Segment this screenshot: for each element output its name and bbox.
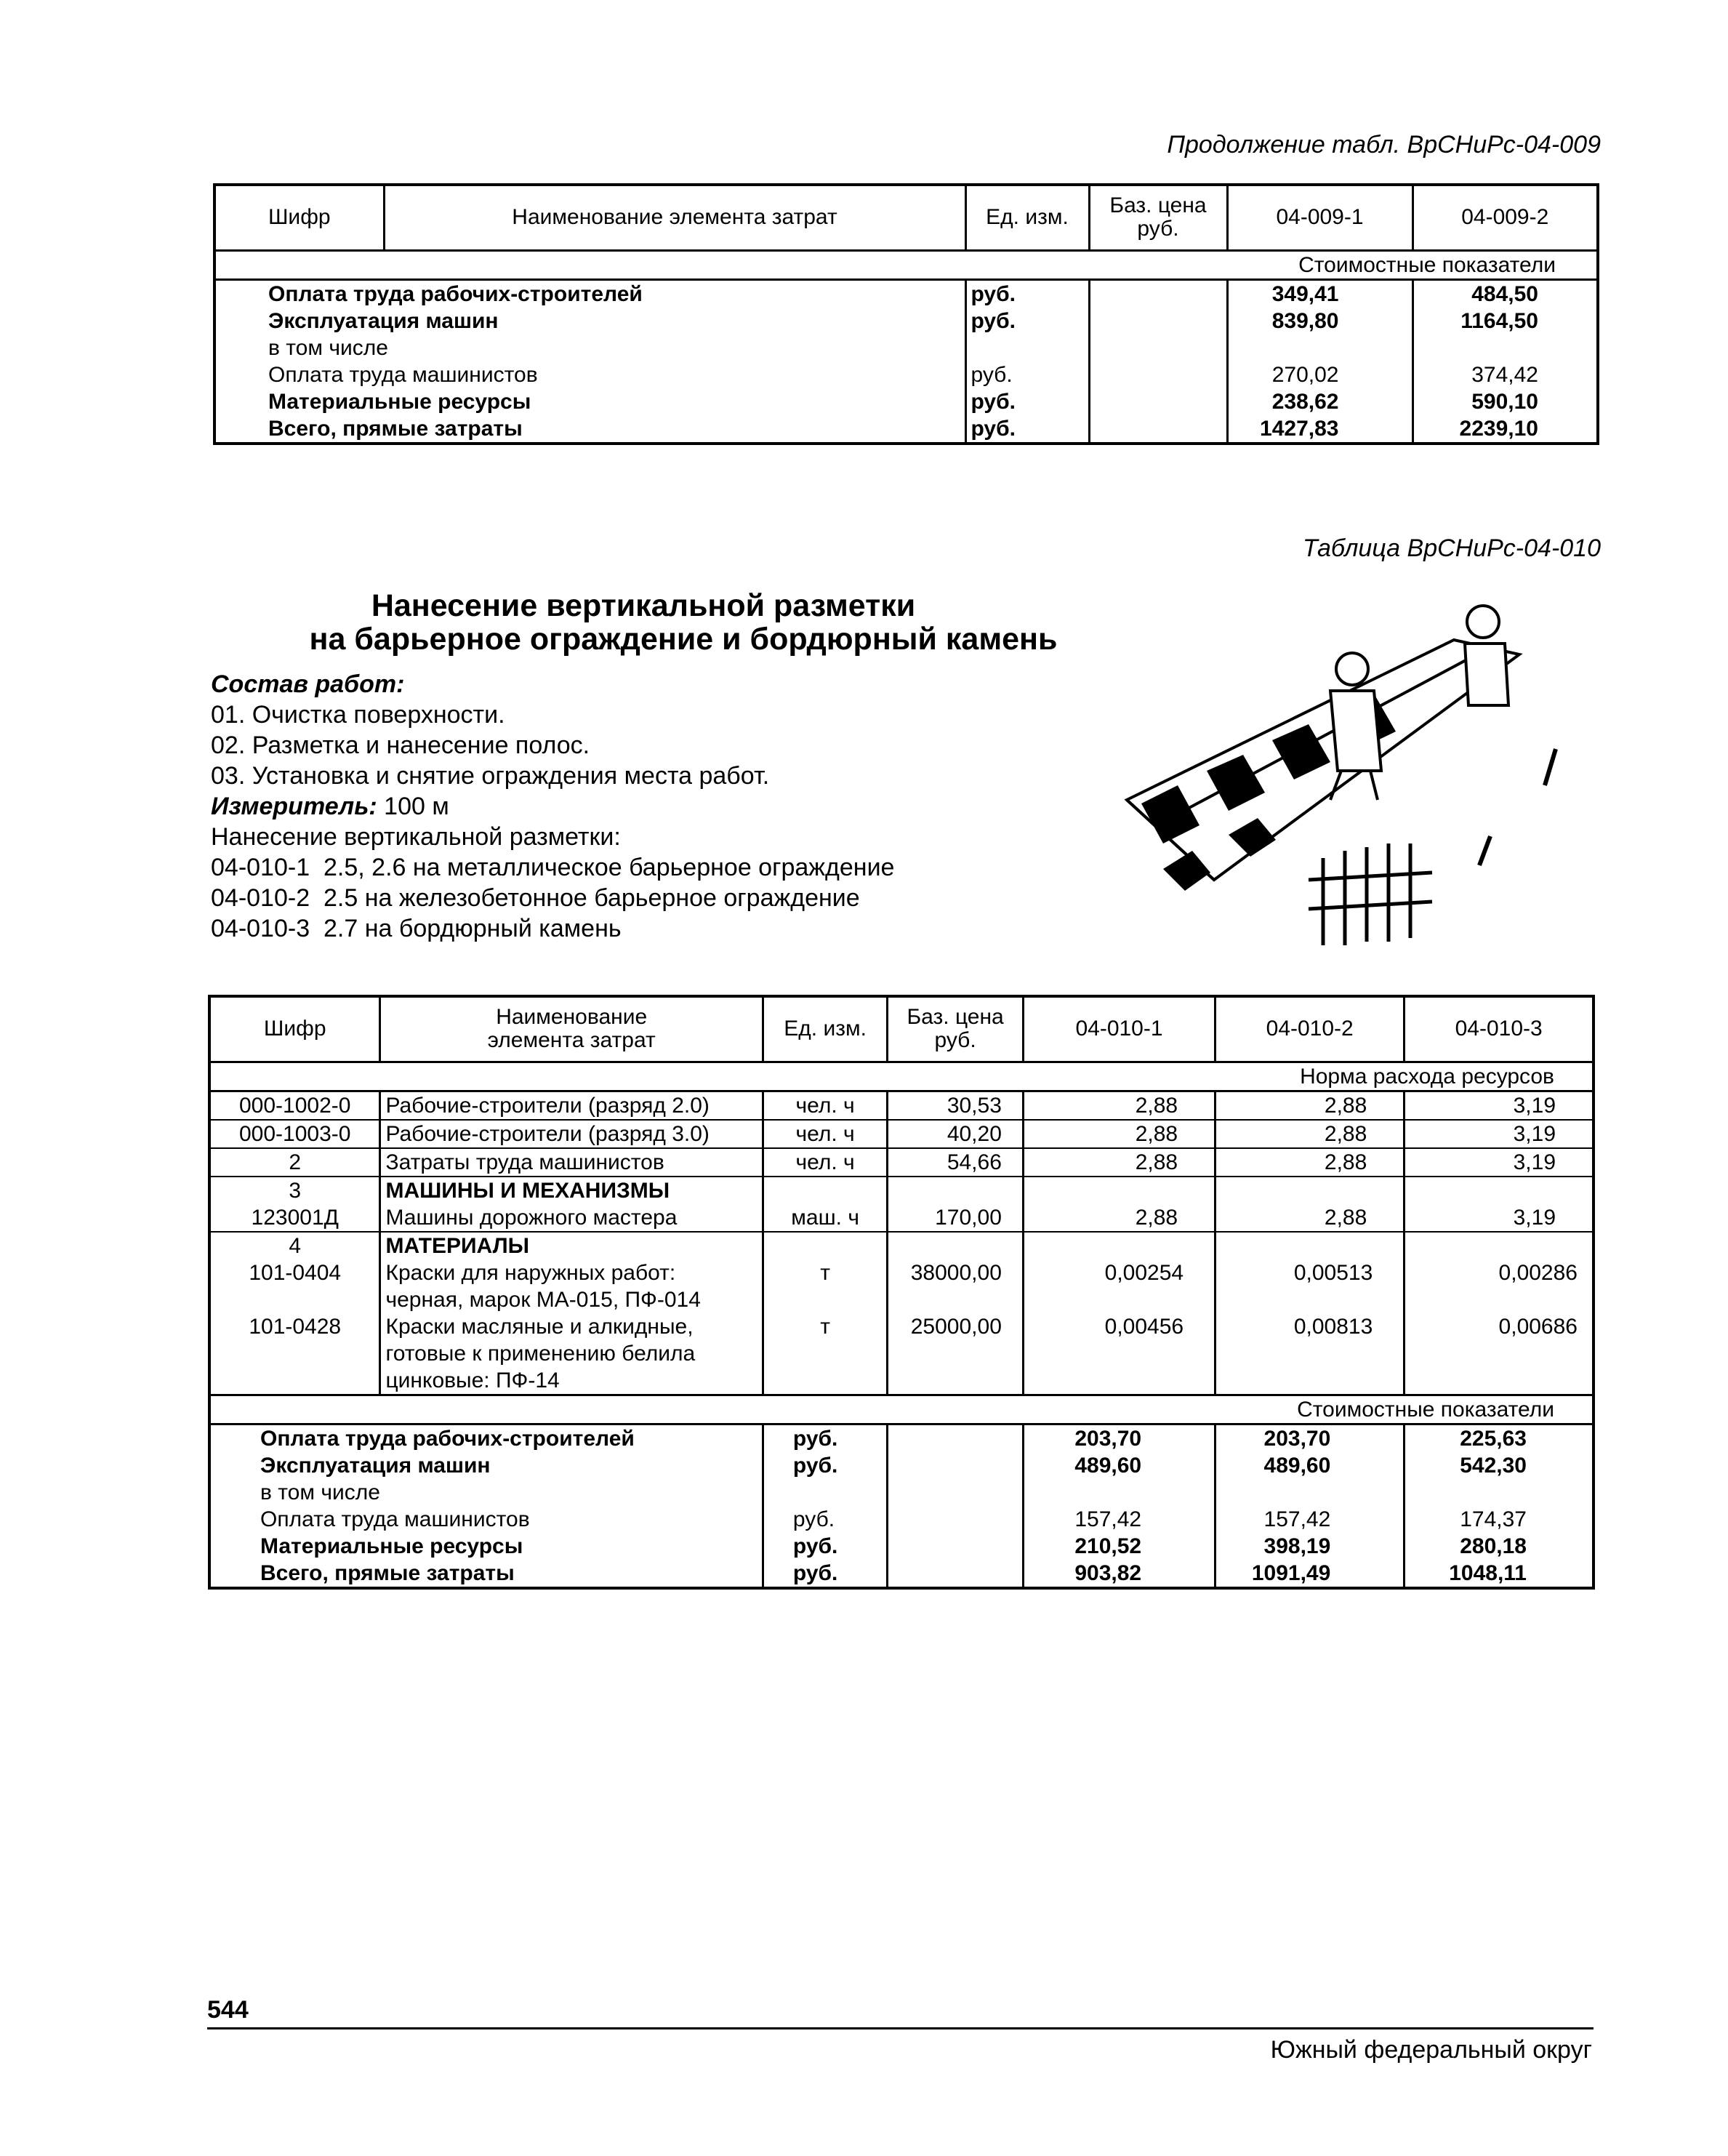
table-row: Оплата труда машинистов руб. 270,02 374,42: [214, 361, 1598, 388]
table-row: Материальные ресурсы руб. 210,52 398,19 280,18: [209, 1533, 1594, 1560]
section-resource-norms: Норма расхода ресурсов: [209, 1062, 1594, 1091]
table-row: Эксплуатация машин руб. 839,80 1164,50: [214, 308, 1598, 334]
work-item: 03. Установка и снятие ограждения места работ.: [211, 762, 770, 790]
header-price: Баз. цена руб.: [888, 996, 1024, 1062]
table-row: в том числе: [209, 1479, 1594, 1506]
header-name: Наименование элемента затрат: [380, 996, 763, 1062]
table-row: 000-1003-0 Рабочие-строители (разряд 3.0) чел. ч 40,20 2,88 2,88 3,19: [209, 1120, 1594, 1148]
header-code: Шифр: [214, 185, 384, 250]
table-caption: Таблица ВрСНиРс-04-010: [1302, 534, 1601, 562]
header-unit: Ед. изм.: [965, 185, 1089, 250]
table-row: 123001Д Машины дорожного мастера маш. ч 170,00 2,88 2,88 3,19: [209, 1204, 1594, 1232]
table-row: Оплата труда машинистов руб. 157,42 157,42 174,37: [209, 1506, 1594, 1533]
section-title: Нанесение вертикальной разметки на барьерное ограждение и бордюрный камень: [309, 588, 1058, 657]
table-row: Эксплуатация машин руб. 489,60 489,60 542,30: [209, 1452, 1594, 1479]
table-row: 3 МАШИНЫ И МЕХАНИЗМЫ: [209, 1177, 1594, 1204]
variant-item: 04-010-3 2.7 на бордюрный камень: [211, 915, 622, 942]
footer-region: Южный федеральный округ: [1270, 2036, 1592, 2064]
section-cost-indicators: Стоимостные показатели: [209, 1395, 1594, 1424]
header-col1: 04-009-1: [1227, 185, 1412, 250]
table-row: 4 МАТЕРИАЛЫ: [209, 1232, 1594, 1259]
table-row: Всего, прямые затраты руб. 1427,83 2239,10: [214, 415, 1598, 444]
table-row: 101-0404 Краски для наружных работ: черная, марок МА-015, ПФ-014 т 38000,00 0,00254 0,00513 0,00286: [209, 1259, 1594, 1313]
table-row: Всего, прямые затраты руб. 903,82 1091,49 1048,11: [209, 1560, 1594, 1588]
work-heading: Состав работ:: [211, 670, 405, 698]
footer-rule: [207, 2027, 1594, 2029]
variant-item: 04-010-1 2.5, 2.6 на металлическое барьерное ограждение: [211, 854, 895, 881]
table-row: 000-1002-0 Рабочие-строители (разряд 2.0) чел. ч 30,53 2,88 2,88 3,19: [209, 1091, 1594, 1120]
variant-item: 04-010-2 2.5 на железобетонное барьерное ограждение: [211, 884, 860, 912]
header-code: Шифр: [209, 996, 380, 1062]
section-cost-indicators: Стоимостные показатели: [214, 250, 1598, 279]
table-row: 101-0428 Краски масляные и алкидные, готовые к применению белила цинковые: ПФ-14 т 25000,00 0,00456 0,00813 0,00686: [209, 1313, 1594, 1395]
work-item: 02. Разметка и нанесение полос.: [211, 732, 590, 759]
table-row: в том числе: [214, 334, 1598, 361]
variants-heading: Нанесение вертикальной разметки:: [211, 823, 621, 851]
work-description: [211, 669, 1156, 944]
table-04-010: [208, 995, 1595, 1590]
barrier-marking-illustration: [1112, 582, 1607, 974]
header-col2: 04-010-2: [1215, 996, 1404, 1062]
header-unit: Ед. изм.: [763, 996, 887, 1062]
table-row: Оплата труда рабочих-строителей руб. 349,41 484,50: [214, 279, 1598, 308]
meter-line: Измеритель: 100 м: [211, 793, 449, 820]
table-row: Материальные ресурсы руб. 238,62 590,10: [214, 388, 1598, 415]
continuation-caption: Продолжение табл. ВрСНиРс-04-009: [1167, 131, 1601, 159]
table-row: 2 Затраты труда машинистов чел. ч 54,66 2,88 2,88 3,19: [209, 1148, 1594, 1177]
page-number: 544: [207, 1996, 249, 2024]
header-name: Наименование элемента затрат: [384, 185, 965, 250]
header-col3: 04-010-3: [1404, 996, 1594, 1062]
table-04-009: [213, 183, 1599, 445]
header-price: Баз. цена руб.: [1089, 185, 1227, 250]
table-row: Оплата труда рабочих-строителей руб. 203,70 203,70 225,63: [209, 1424, 1594, 1452]
work-item: 01. Очистка поверхности.: [211, 701, 505, 729]
header-col1: 04-010-1: [1023, 996, 1215, 1062]
header-col2: 04-009-2: [1412, 185, 1598, 250]
